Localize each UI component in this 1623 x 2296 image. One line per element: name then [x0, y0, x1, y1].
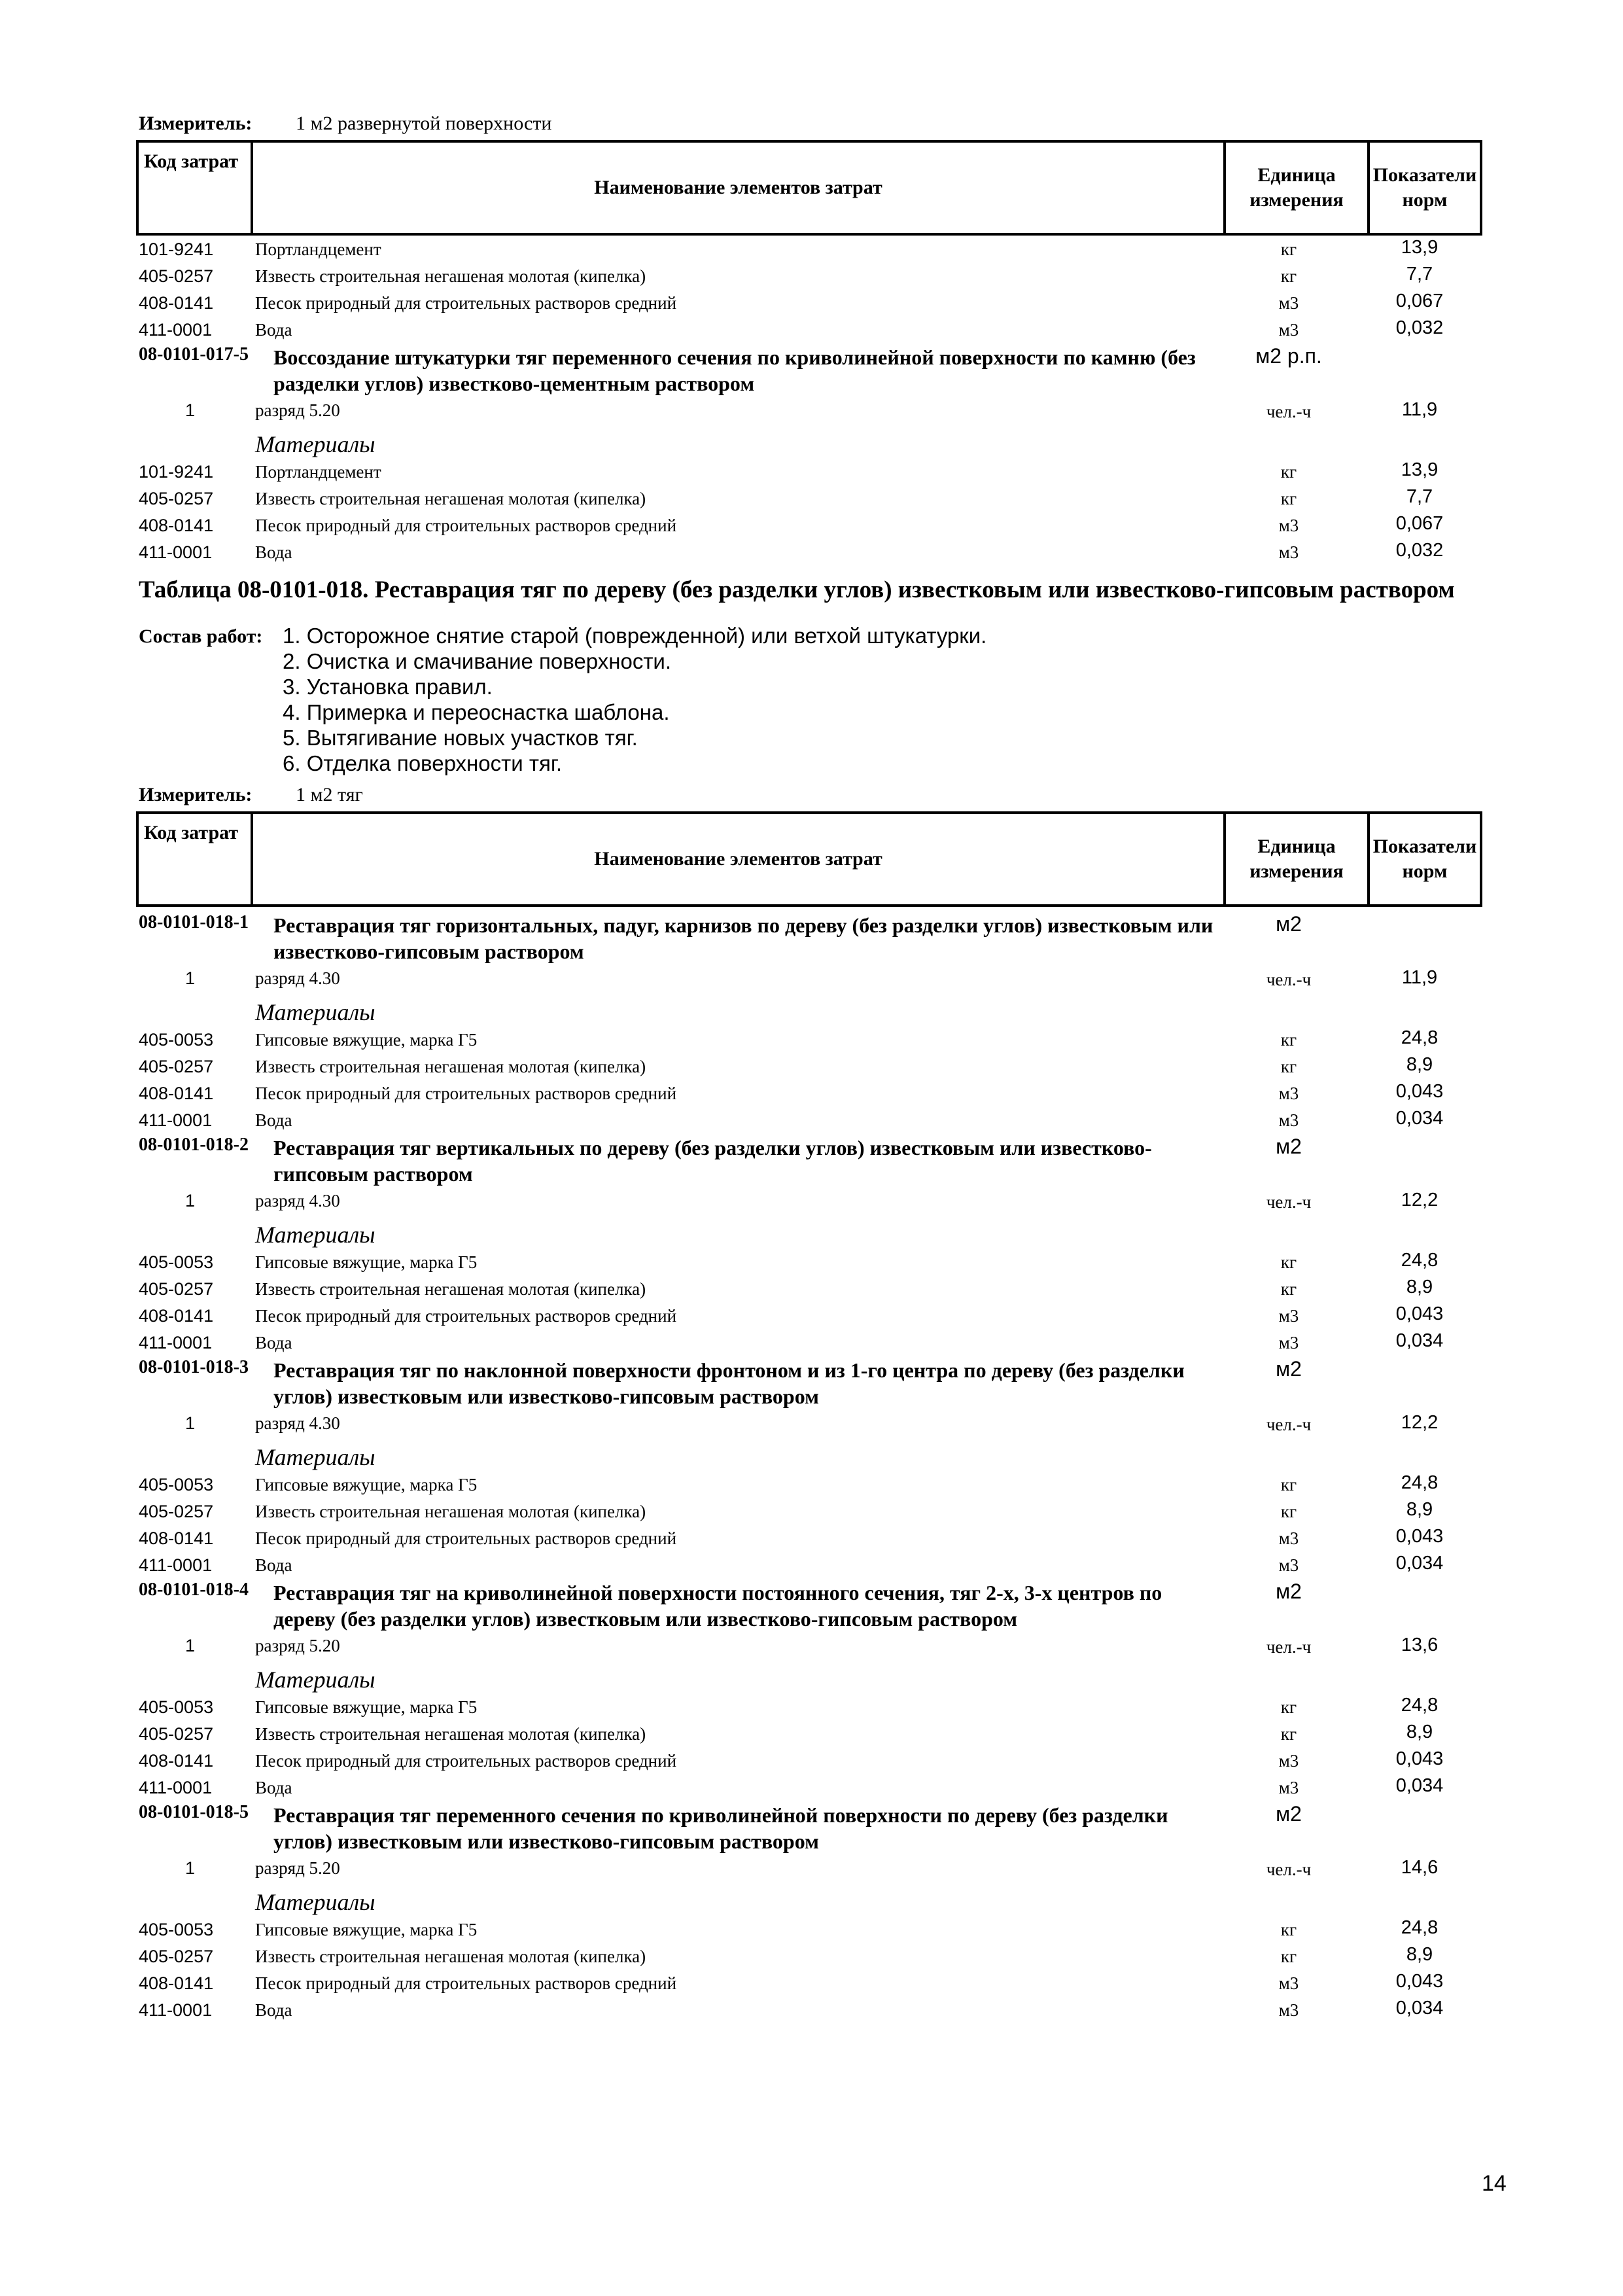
- header-norm: Показатели норм: [1372, 836, 1477, 882]
- table-row: 405-0257 Известь строительная негашеная молотая (кипелка) кг 8,9: [139, 1054, 1433, 1076]
- table-row: 405-0053 Гипсовые вяжущие, марка Г5 кг 24,8: [139, 1917, 1439, 1939]
- meter-value: 1 м2 развернутой поверхности: [296, 113, 552, 134]
- header-norm: Показатели норм: [1372, 164, 1477, 211]
- materials-subheading: Материалы: [255, 1889, 375, 1915]
- materials-subheading: Материалы: [255, 1667, 375, 1693]
- table-row: 408-0141 Песок природный для строительных растворов средний м3 0,043: [139, 1971, 1444, 1993]
- table-row: 408-0141 Песок природный для строительных растворов средний м3 0,043: [139, 1303, 1444, 1326]
- composition-label: Состав работ:: [139, 626, 263, 647]
- labor-row: 1 разряд 5.20 чел.-ч 11,9: [185, 399, 1438, 421]
- work-item-row: 08-0101-018-3 Реставрация тяг по наклонной поверхности фронтоном и из 1-го центра по дереву (без разделки углов) известковым или известково-гипсовым раствором м2: [139, 1357, 1302, 1408]
- block1-rows: [0, 237, 1623, 567]
- header-code: Код затрат: [139, 814, 253, 904]
- labor-row: 1 разряд 4.30 чел.-ч 11,9: [185, 967, 1438, 989]
- table-header-2: [136, 811, 1482, 907]
- materials-subheading: Материалы: [255, 999, 375, 1025]
- table-row: 101-9241 Портландцемент кг 13,9: [139, 237, 1439, 259]
- labor-row: 1 разряд 4.30 чел.-ч 12,2: [185, 1412, 1439, 1434]
- table-row: 405-0257 Известь строительная негашеная молотая (кипелка) кг 8,9: [139, 1277, 1433, 1299]
- table-row: 405-0257 Известь строительная негашеная молотая (кипелка) кг 8,9: [139, 1499, 1433, 1521]
- table-row: 411-0001 Вода м3 0,034: [139, 1108, 1444, 1130]
- table-row: 408-0141 Песок природный для строительных растворов средний м3 0,067: [139, 291, 1444, 313]
- labor-row: 1 разряд 5.20 чел.-ч 13,6: [185, 1634, 1439, 1657]
- header-name: Наименование элементов затрат: [253, 814, 1226, 904]
- composition-step: 5. Вытягивание новых участков тяг.: [283, 726, 638, 750]
- composition-step: 1. Осторожное снятие старой (поврежденной) или ветхой штукатурки.: [283, 624, 987, 648]
- work-item-row: 08-0101-018-4 Реставрация тяг на криволинейной поверхности постоянного сечения, тяг 2-х, 3-х центров по дереву (без разделки углов) известковым или известково-гипсовым раствором м2: [139, 1580, 1302, 1631]
- composition-step: 4. Примерка и переоснастка шаблона.: [283, 700, 670, 724]
- work-item-row: 08-0101-017-5 Воссоздание штукатурки тяг переменного сечения по криволинейной поверхности по камню (без разделки углов) известково-цементным раствором м2 р.п.: [139, 344, 1322, 395]
- meter-label: Измеритель:: [139, 784, 253, 805]
- table-row: 405-0053 Гипсовые вяжущие, марка Г5 кг 24,8: [139, 1695, 1439, 1717]
- table-row: 411-0001 Вода м3 0,034: [139, 1553, 1444, 1575]
- table-row: 411-0001 Вода м3 0,034: [139, 1775, 1444, 1797]
- header-unit: Единица измерения: [1226, 143, 1370, 233]
- table-row: 411-0001 Вода м3 0,034: [139, 1330, 1444, 1352]
- header-name: Наименование элементов затрат: [253, 143, 1226, 233]
- table-row: 408-0141 Песок природный для строительных растворов средний м3 0,043: [139, 1081, 1444, 1103]
- table-row: 101-9241 Портландцемент кг 13,9: [139, 459, 1439, 482]
- meter-value: 1 м2 тяг: [296, 784, 363, 805]
- table-row: 405-0257 Известь строительная негашеная молотая (кипелка) кг 7,7: [139, 264, 1433, 286]
- composition-step: 3. Установка правил.: [283, 675, 493, 699]
- meter-line-2: [139, 784, 363, 806]
- labor-row: 1 разряд 5.20 чел.-ч 14,6: [185, 1857, 1439, 1879]
- table2-rows: [0, 912, 1623, 2024]
- composition-steps: [283, 623, 986, 776]
- work-item-row: 08-0101-018-5 Реставрация тяг переменного сечения по криволинейной поверхности по дереву (без разделки углов) известковым или известково-гипсовым раствором м2: [139, 1802, 1302, 1853]
- table-header-1: [136, 140, 1482, 236]
- table-row: 405-0257 Известь строительная негашеная молотая (кипелка) кг 8,9: [139, 1722, 1433, 1744]
- table-row: 405-0257 Известь строительная негашеная молотая (кипелка) кг 7,7: [139, 486, 1433, 508]
- composition-step: 6. Отделка поверхности тяг.: [283, 751, 563, 775]
- table-row: 405-0257 Известь строительная негашеная молотая (кипелка) кг 8,9: [139, 1944, 1433, 1966]
- labor-row: 1 разряд 4.30 чел.-ч 12,2: [185, 1190, 1439, 1212]
- materials-subheading: Материалы: [255, 1444, 375, 1470]
- table-row: 411-0001 Вода м3 0,034: [139, 1998, 1444, 2020]
- work-item-row: 08-0101-018-1 Реставрация тяг горизонтальных, падуг, карнизов по дереву (без разделки углов) известковым или известково-гипсовым раствором м2: [139, 912, 1302, 963]
- table-row: 408-0141 Песок природный для строительных растворов средний м3 0,043: [139, 1748, 1444, 1771]
- table-row: 405-0053 Гипсовые вяжущие, марка Г5 кг 24,8: [139, 1027, 1439, 1050]
- table-row: 408-0141 Песок природный для строительных растворов средний м3 0,043: [139, 1526, 1444, 1548]
- table-row: 408-0141 Песок природный для строительных растворов средний м3 0,067: [139, 513, 1444, 535]
- header-code: Код затрат: [139, 143, 253, 233]
- materials-subheading: Материалы: [255, 431, 375, 457]
- table-row: 411-0001 Вода м3 0,032: [139, 317, 1444, 340]
- table-row: 411-0001 Вода м3 0,032: [139, 540, 1444, 562]
- header-unit: Единица измерения: [1226, 814, 1370, 904]
- materials-subheading: Материалы: [255, 1222, 375, 1248]
- meter-label: Измеритель:: [139, 113, 253, 134]
- table-row: 405-0053 Гипсовые вяжущие, марка Г5 кг 24,8: [139, 1472, 1439, 1494]
- composition-step: 2. Очистка и смачивание поверхности.: [283, 649, 672, 673]
- work-item-row: 08-0101-018-2 Реставрация тяг вертикальных по дереву (без разделки углов) известковым или известково-гипсовым раствором м2: [139, 1135, 1302, 1186]
- page-number: 14: [1482, 2171, 1507, 2196]
- table-row: 405-0053 Гипсовые вяжущие, марка Г5 кг 24,8: [139, 1250, 1439, 1272]
- meter-line-1: [139, 113, 551, 135]
- table-title: Таблица 08-0101-018. Реставрация тяг по дереву (без разделки углов) известковым или известково-гипсовым раствором: [139, 576, 1455, 603]
